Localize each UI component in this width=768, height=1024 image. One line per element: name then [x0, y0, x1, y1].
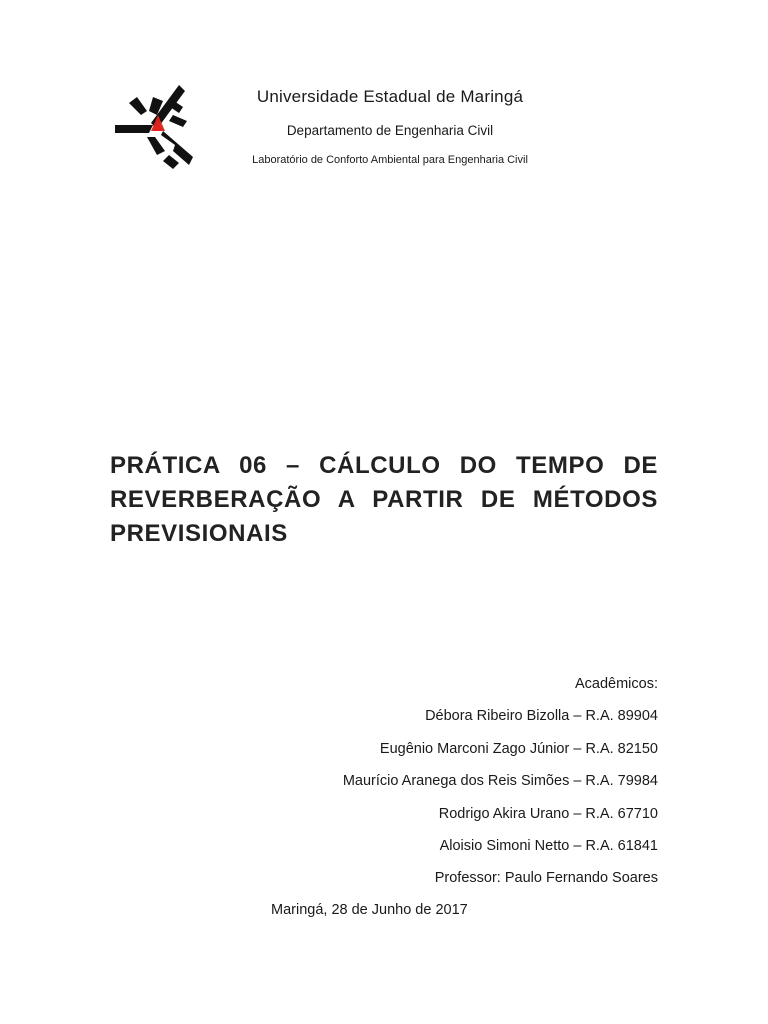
professor-line: Professor: Paulo Fernando Soares: [434, 870, 658, 887]
student-item: Aloisio Simoni Netto – R.A. 61841: [439, 837, 658, 854]
student-item: Rodrigo Akira Urano – R.A. 67710: [438, 805, 658, 822]
uem-logo-icon: [113, 85, 197, 169]
student-item: Maurício Aranega dos Reis Simões – R.A. 79984: [342, 773, 658, 790]
university-name: Universidade Estadual de Maringá: [256, 87, 524, 106]
place-date: Maringá, 28 de Junho de 2017: [271, 902, 468, 918]
students-heading: Acadêmicos:: [574, 676, 658, 692]
department-name: Departamento de Engenharia Civil: [286, 123, 494, 138]
document-title: PRÁTICA 06 – CÁLCULO DO TEMPO DE REVERBERAÇÃO A PARTIR DE MÉTODOS PREVISIONAIS: [110, 452, 658, 547]
students-block: [178, 674, 658, 901]
student-item: Débora Ribeiro Bizolla – R.A. 89904: [425, 708, 658, 725]
institution-header: [220, 86, 560, 167]
student-item: Eugênio Marconi Zago Júnior – R.A. 82150: [379, 740, 658, 757]
laboratory-name: Laboratório de Conforto Ambiental para Engenharia Civil: [252, 154, 528, 166]
